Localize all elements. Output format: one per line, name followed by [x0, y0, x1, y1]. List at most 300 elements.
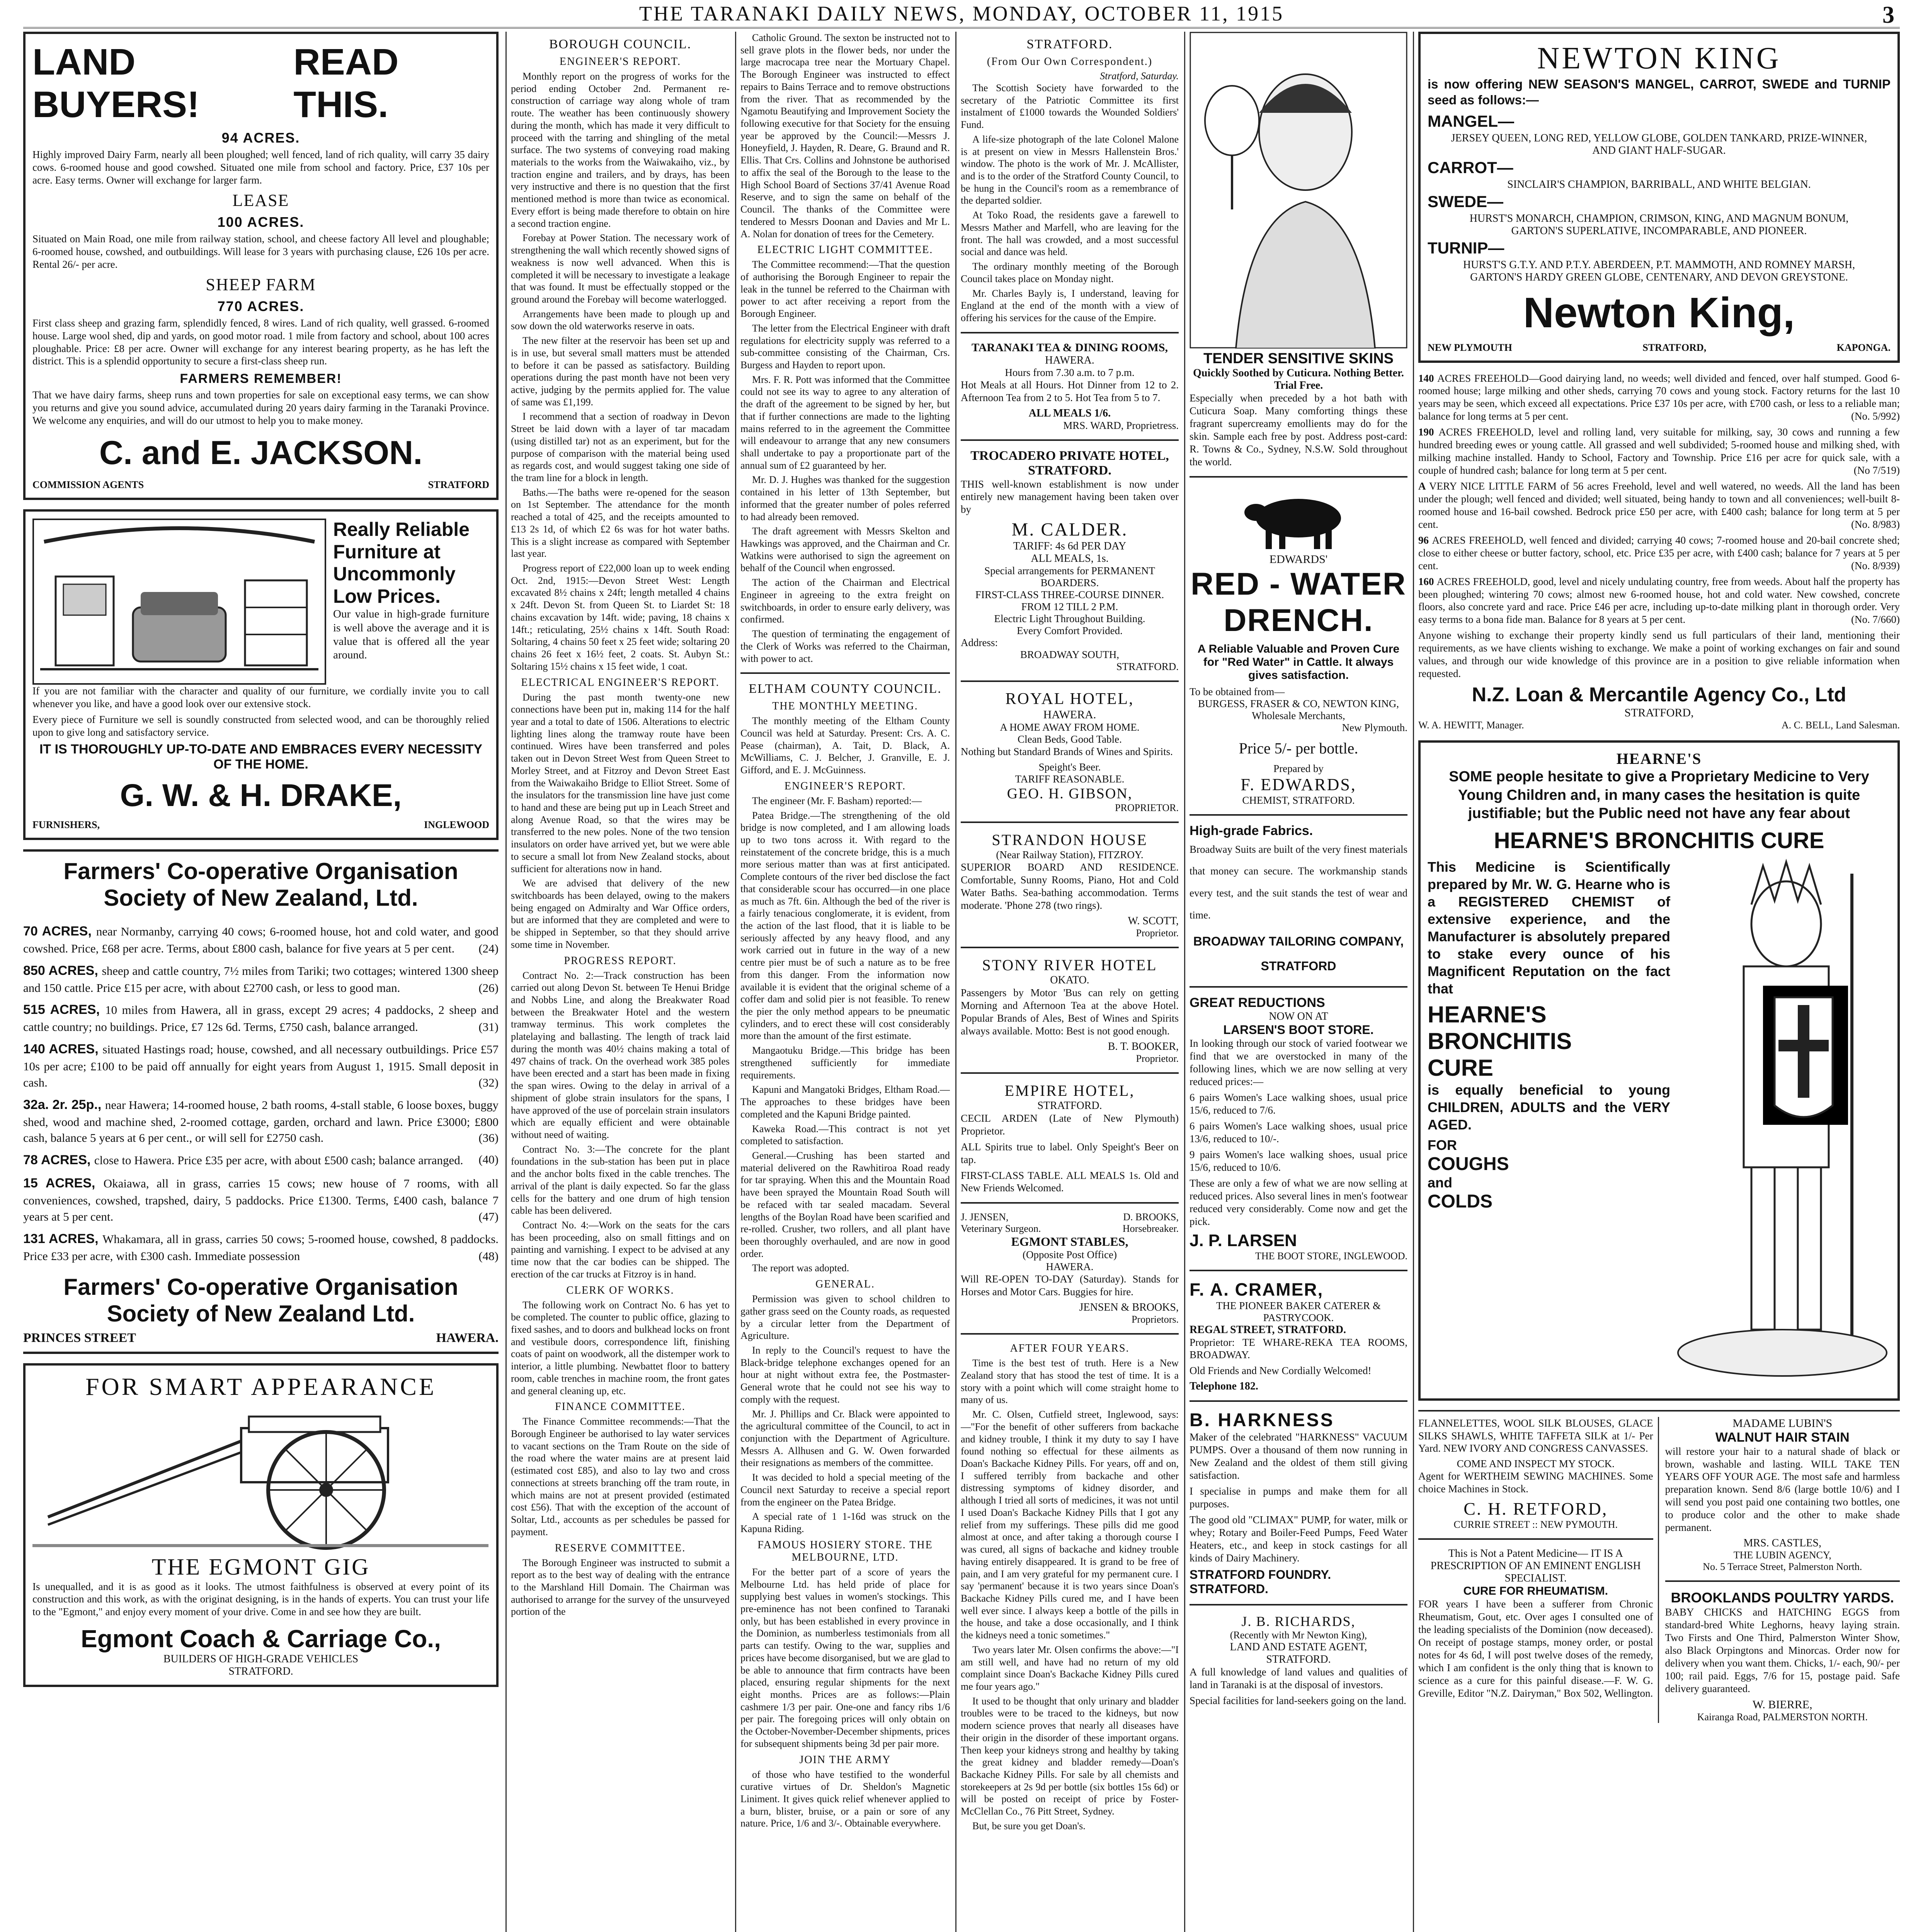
listing-ref: (No. 7/660) — [1851, 614, 1900, 626]
ad-retford — [1418, 1417, 1659, 1723]
listing-acreage: 96 — [1418, 534, 1432, 546]
ad-text: Passengers by Motor 'Bus can rely on getting Morning and Afternoon Tea at the above Hotel. Popular Brands of Ales, Best of Wines and Spirits always available. Motto: Best is not good enough. — [961, 987, 1179, 1037]
ad-text: Highly improved Dairy Farm, nearly all been ploughed; well fenced, land of rich quality, will carry 35 dairy cows. 6-roomed house and good cowshed. Situated one mile from school and factory. Price, £37 10s per acre. Easy terms. Owner will exchange for larger farm. — [32, 149, 489, 186]
article-paragraph: The letter from the Electrical Engineer with draft regulations for electricity supply was referred to a sub-committee consisting of the Chairman, Crs. Burgess and Hayden to report upon. — [740, 322, 950, 371]
listing-ref: (26) — [478, 981, 499, 995]
ad-text: A full knowledge of land values and qualities of land in Taranaki is at the disposal of investors. — [1190, 1666, 1407, 1690]
ad-text: Agent for WERTHEIM SEWING MACHINES. Some choice Machines in Stock. — [1418, 1470, 1653, 1495]
ad-text: HURST'S MONARCH, CHAMPION, CRIMSON, KING, AND MAGNUM BONUM, GARTON'S SUPERLATIVE, INCOMPARABLE, AND PIONEER. — [1469, 212, 1849, 237]
listing-text: 10 miles from Hawera, all in grass, except 29 acres; 4 paddocks, 2 sheep and cattle country; no buildings. Price, £7 12s 6d. Terms, £750 cash, balance arranged. — [23, 1003, 499, 1034]
listing-text: ACRES FREEHOLD, good, level and nicely undulating country, free from weeds. About half the property has been ploughed; wintering 70 cows; almost new 6-roomed house, hot and cold water. New cowshed, concrete floors, also concrete yard and race. Price £46 per acre, including up-to-date milking plant in thorough order. Very easy terms to a bona fide man. Balance for 8 years at 5 per cent. — [1418, 575, 1900, 626]
ad-headline: BRONCHITIS — [1428, 1028, 1572, 1054]
article-subhead: CLERK OF WORKS. — [566, 1284, 674, 1296]
farm-listing — [1418, 426, 1900, 477]
ad-footer-left: PRINCES STREET — [23, 1330, 136, 1345]
article-paragraph: Permission was given to school children to gather grass seed on the County roads, as requested by a circular letter from the Department of Agriculture. — [740, 1293, 950, 1342]
farm-listing — [23, 1041, 499, 1091]
ad-text: A Reliable Valuable and Proven Cure for "Red Water" in Cattle. It always gives satisfaction. — [1197, 642, 1400, 682]
ad-footer: Kairanga Road, PALMERSTON NORTH. — [1697, 1711, 1868, 1723]
ad-subhead: THE EGMONT GIG — [151, 1554, 370, 1580]
ad-text: ALL Spirits true to label. Only Speight's Beer on tap. — [961, 1141, 1179, 1165]
listing-text: ACRES FREEHOLD, well fenced and divided; carrying 40 cows; 7-roomed house and 20-bail concrete shed; close to either cheese or butter factory, school, etc. Price £35 per acre, with £400 cash; balance for 7 years at 5 per cent. — [1418, 534, 1900, 571]
advertiser-name: GEO. H. GIBSON, — [1007, 786, 1133, 802]
article-paragraph: The new filter at the reservoir has been set up and is in use, but several small matters must be attended to before it can be passed as satisfactory. Building operations during the past month have not been very active, judging by the permits applied for. The value of same was £1,199. — [511, 335, 730, 408]
listing-ref: (No. 5/992) — [1851, 410, 1900, 422]
listing-ref: (24) — [478, 941, 499, 955]
ad-text: Telephone 182. — [1190, 1380, 1258, 1393]
article-subhead: GENERAL. — [815, 1278, 875, 1291]
listing-acreage: 131 ACRES, — [23, 1231, 103, 1246]
ad-text: REGAL STREET, STRATFORD. — [1190, 1323, 1346, 1336]
article-body — [511, 70, 730, 673]
ad-headline: EGMONT STABLES, — [1011, 1235, 1128, 1249]
article-subhead: (From Our Own Correspondent.) — [987, 56, 1153, 68]
ad-subhead: EDWARDS' — [1269, 553, 1328, 566]
knight-illustration — [1674, 858, 1891, 1391]
ad-subhead: LEASE — [232, 190, 289, 210]
article-paragraph: Mrs. F. R. Pott was informed that the Committee could not see its way to agree to any alteration of the draft of the agreement to be signed by her, but that if further connections are made to the lighting mains referred to in the agreement the Committee will endeavour to arrange that any new consumers shall undertake to pay a proportionate part of the annual sum of £2 guaranteed by her. — [740, 374, 950, 471]
ad-footer: BUILDERS OF HIGH-GRADE VEHICLES — [163, 1653, 359, 1665]
article-subhead: THE MONTHLY MEETING. — [772, 700, 918, 713]
ad-subhead: HAWERA. — [1043, 708, 1096, 721]
ad-footer: Proprietor. — [1136, 927, 1179, 939]
article-paragraph: Contract No. 3:—The concrete for the plant foundations in the sub-station has been put in place and the anchor bolts fixed in the cable trenches. The arrival of the plant is daily expected. So far the glass cells for the battery and one drum of high tension cable has been delivered. — [511, 1143, 730, 1216]
farm-listing — [1418, 480, 1900, 531]
article-paragraph: The Finance Committee recommends:—That the Borough Engineer be authorised to lay water services to vacant sections on the Tram Route on the side of the road where the water mains are at present laid (estimated cost £85), and also to lay two and cross connections at streets branching off the tram route, in which mains are not at present provided (estimated cost £56). That with the exception of the account of Soltar, Ltd., accounts as per schedules be passed for payment. — [511, 1416, 730, 1537]
ad-text: FIRST-CLASS THREE-COURSE DINNER. — [975, 589, 1164, 601]
ad-text: Proprietor: TE WHARE-REKA TEA ROOMS, BROADWAY. — [1190, 1336, 1407, 1361]
article-paragraph: I recommend that a section of roadway in Devon Street be laid down with a layer of tar macadam (using distilled tar) not as an experiment, but for the purpose of comparison with the material being used as regards cost, and would suggest taking one side of the tram line for a block in length. — [511, 411, 730, 483]
ad-text: Speight's Beer. — [1038, 761, 1101, 773]
article-subhead: PROGRESS REPORT. — [564, 954, 677, 967]
ad-text: THIS well-known establishment is now under entirely new management having been taken over by — [961, 478, 1179, 515]
article-paragraph: Mr. C. Olsen, Cutfield street, Inglewood, says:—"For the benefit of other sufferers from backache and kidney trouble, I think it my duty to say I have found nothing so effectual for these ailments as Doan's Backache Kidney Pills. For years, off and on, I suffered terribly from backache and other distressing symptoms of kidney disorder, and although I tried all sorts of medicines, it was not until I used Doan's Backache Kidney Pills that I got any relief from my sufferings. These pills did me good almost at once, and after taking a thorough course I was cured, all signs of backache and kidney trouble having entirely disappeared. It is grand to be free of pain, and I am very grateful for my permanent cure. I say 'permanent' because it is two years since Doan's Backache Kidney Pills cured me, and I have been well ever since. I always keep a bottle of the pills in the house, and take a dose occasionally, and I think the kidneys need a tonic sometimes." — [961, 1409, 1179, 1641]
ad-text: and — [1428, 1174, 1453, 1190]
article-paragraph: The Scottish Society have forwarded to the secretary of the Patriotic Committee its first instalment of £1000 towards the Wounded Soldiers' Fund. — [961, 82, 1179, 131]
listing-acreage: 78 ACRES, — [23, 1153, 94, 1168]
listing-text: ACRES FREEHOLD—Good dairying land, no weeds; well divided and fenced, over half stumped. Good 6-roomed house; large milking and other sheds, carrying 70 cows and young stock. Factory returns for the last 10 years may be seen, which exceed all expectations. Price £37 10s per acre, with £700 cash, or less to a reliable man; balance for long terms at 5 per cent. — [1418, 372, 1900, 422]
ad-text: HAWERA. — [1046, 1261, 1094, 1273]
ad-headline: STRANDON HOUSE — [992, 831, 1148, 849]
ad-text: The good old "CLIMAX" PUMP, for water, milk or whey; Rotary and Boiler-Feed Pumps, Feed Water Heaters, etc., and keep in stock castings for all kinds of Dairy Machinery. — [1190, 1514, 1407, 1564]
ad-text: Will RE-OPEN TO-DAY (Saturday). Stands for Horses and Motor Cars. Buggies for hire. — [961, 1273, 1179, 1298]
article-paragraph: Contract No. 2:—Track construction has been carried out along Devon St. between Te Henui Bridge and Nobbs Line, and along the Breakwater Road between the Breakwater Hotel and the western tramway terminus. This work completes the platelaying and ballasting. The length of track laid during the month was 40½ chains making a total of 497 chains of track. On the overhead work 385 poles have been erected and a start has been made in fixing the span wires. Owing to the delay in arrival of a shipment of globe strain insulators for the spans, I have approved of the use of porcelain strain insulators which are equally efficient and were obtainable without need of waiting. — [511, 969, 730, 1140]
list-item: 6 pairs Women's Lace walking shoes, usual price 15/6, reduced to 7/6. — [1190, 1092, 1407, 1116]
ad-headline: STONY RIVER HOTEL — [982, 956, 1157, 974]
ad-text: Electric Light Throughout Building. — [994, 613, 1145, 625]
farm-listing — [23, 923, 499, 957]
ad-footer-right: INGLEWOOD — [424, 819, 489, 830]
ad-text: is equally beneficial to young CHILDREN, ADULTS and the VERY AGED. — [1428, 1082, 1670, 1133]
farm-listing — [23, 962, 499, 996]
ad-footer-left: COMMISSION AGENTS — [32, 479, 144, 491]
article-paragraph: Mr. Charles Bayly is, I understand, leaving for England at the end of the month with a view of offering his services for the cause of the Empire. — [961, 287, 1179, 323]
ad-subhead: CARROT— — [1428, 158, 1513, 177]
article-paragraph: Contract No. 4:—Work on the seats for the cars has been proceeding, also on small fittings and on painting and varnishing. I expect to be advised at any time now that the car bodies can be shipped. The erection of the car trucks at Fitzroy is in hand. — [511, 1219, 730, 1280]
ad-headline: Society of New Zealand Ltd. — [107, 1300, 415, 1327]
ad-text: I specialise in pumps and make them for all purposes. — [1190, 1485, 1407, 1510]
advertiser-name: MRS. CASTLES, — [1743, 1537, 1821, 1549]
ad-footer-mid: STRATFORD, — [1642, 342, 1707, 353]
listing-acreage: 140 — [1418, 372, 1438, 384]
column-5 — [1190, 32, 1407, 1932]
article-paragraph: But, be sure you get Doan's. — [972, 1820, 1086, 1832]
ad-footer: CURRIE STREET :: NEW PYMOUTH. — [1453, 1519, 1618, 1531]
listing-acreage: 190 — [1418, 426, 1439, 438]
article-paragraph: The report was adopted. — [752, 1262, 849, 1274]
ad-text: Old Friends and New Cordially Welcomed! — [1190, 1365, 1372, 1377]
column-6 — [1418, 32, 1900, 1932]
ad-text: Every Comfort Provided. — [1017, 625, 1123, 637]
ad-headline: RED - WATER — [1190, 566, 1406, 602]
ad-text: is now offering NEW SEASON'S MANGEL, CARROT, SWEDE and TURNIP seed as follows:— — [1428, 77, 1891, 107]
ad-text: CECIL ARDEN (Late of New Plymouth) Proprietor. — [961, 1112, 1179, 1137]
ad-text: That we have dairy farms, sheep runs and town properties for sale on exceptional easy terms, we can show you returns and give you sound advice, accumulated during 20 years dairy farming in the Taranaki Province. We welcome any enquiries, and will do our utmost to help you to make money. — [32, 389, 489, 427]
ad-subhead: 770 ACRES. — [217, 298, 305, 314]
ad-footer-left: W. A. HEWITT, Manager. — [1418, 719, 1524, 731]
ad-footer: Proprietor. — [1136, 1053, 1179, 1064]
article-headline: ELTHAM COUNTY COUNCIL. — [749, 682, 942, 696]
column-rule — [1413, 32, 1414, 1932]
ad-text: BURGESS, FRASER & CO, NEWTON KING, — [1198, 697, 1399, 709]
ad-subhead: 94 ACRES. — [221, 130, 300, 146]
advertiser-name: N.Z. Loan & Mercantile Agency Co., Ltd — [1472, 684, 1846, 706]
ad-headline: BROOKLANDS POULTRY YARDS. — [1671, 1590, 1894, 1606]
article-headline: STRATFORD. — [1026, 37, 1113, 51]
ad-text: Horsebreaker. — [1122, 1223, 1179, 1235]
ad-text: THE LUBIN AGENCY, — [1733, 1549, 1831, 1561]
ad-headline: TENDER SENSITIVE SKINS — [1203, 350, 1394, 367]
article-dateline: Stratford, Saturday. — [1100, 70, 1179, 82]
article-paragraph: Two years later Mr. Olsen confirms the above:—"I am still well, and have had no return of my old complaint since Doan's Backache Kidney Pills cured me four years ago." — [961, 1644, 1179, 1692]
ad-text: TARIFF: 4s 6d PER DAY — [1013, 540, 1127, 553]
ad-headline: NEWTON KING — [1537, 41, 1781, 75]
ad-headline: WALNUT HAIR STAIN — [1715, 1430, 1850, 1445]
ad-egmont-gig — [23, 1363, 499, 1687]
article-paragraph: We are advised that delivery of the new switchboards has been delayed, owing to the makers being engaged on Admiralty and War Office orders, but are informed that they are completed and were to be shipped in September, so that they should arrive some time in November. — [511, 878, 730, 950]
ad-subhead: This is Not a Patent Medicine— IT IS A PRESCRIPTION OF AN EMINENT ENGLISH SPECIALIST. — [1430, 1548, 1641, 1585]
ad-subhead: NOW ON AT — [1269, 1010, 1328, 1023]
listing-text: situated Hastings road; house, cowshed, and all necessary outbuildings. Price £57 10s per acre; £100 to be paid off annually for eight years from August 1, 1915. Small deposit in cash. — [23, 1043, 499, 1089]
ad-text: Prepared by — [1273, 762, 1324, 774]
farm-listing-list — [1418, 372, 1900, 626]
farm-listing-list — [23, 923, 499, 1264]
article-subhead: RESERVE COMMITTEE. — [555, 1542, 686, 1554]
advertiser-name: BROADWAY TAILORING COMPANY, STRATFORD — [1193, 934, 1404, 973]
ad-text: Broadway Suits are built of the very finest materials that money can secure. The workmanship stands every test, and the suit stands the test of wear and time. — [1190, 843, 1407, 921]
ad-text: This Medicine is Scientifically prepared by Mr. W. G. Hearne who is a REGISTERED CHEMIST of extensive experience, and the Manufacturer is absolutely prepared to stake every ounce of his Magnificent Reputation on the fact that — [1428, 859, 1670, 997]
article-paragraph: For the better part of a score of years the Melbourne Ltd. has held pride of place for supplying best values in women's stockings. This pre-eminence has not been confined to Taranaki only, but has been established in every province in the Dominion, as numberless testimonials from all parts can testify. Owing to the war, supplies and prices have become disorganised, but we are glad to be able to announce that firm contracts have been placed, ensuring regular shipments for the next eight months. Prices are as follows:—Plain cashmere 1/3 per pair. One-one and fancy ribs 1/6 per pair. The foregoing prices will only obtain on the October-November-December shipments, prices for subsequent shipments being 3d per pair more. — [740, 1566, 950, 1749]
ad-headline: LAND BUYERS! — [32, 41, 200, 125]
ad-text: (Opposite Post Office) — [1023, 1249, 1117, 1261]
ad-jackson — [23, 32, 499, 500]
ad-subhead: OKATO. — [1050, 974, 1089, 986]
ad-footer: No. 5 Terrace Street, Palmerston North. — [1703, 1561, 1862, 1573]
article-paragraph: The following work on Contract No. 6 has yet to be completed. The counter to public office, glazing to fixed sashes, and to doors and bulkhead locks on front and vestibule doors, correspondence lift, finishing coats of paint on woodwork, all the distemper work to interior, a little plumbing. Newbattet floor to battery room, cable trenches in machine room, the front gates and general cleaning up, etc. — [511, 1299, 730, 1396]
listing-ref: (32) — [478, 1075, 499, 1089]
advertiser-name: Newton King, — [1523, 289, 1795, 337]
ad-headline: Really Reliable Furniture at Uncommonly Low Prices. — [333, 519, 470, 607]
column-2 — [511, 32, 730, 1932]
ad-subhead: HAWERA. — [1045, 354, 1094, 366]
ad-text: BROADWAY SOUTH, — [1020, 649, 1120, 661]
advertiser-name: C. and E. JACKSON. — [99, 434, 423, 472]
article-paragraph: The action of the Chairman and Electrical Engineer in agreeing to the extra freight on switchboards, in order to ensure early delivery, was confirmed. — [740, 577, 950, 625]
ad-headline: ROYAL HOTEL, — [1005, 690, 1134, 708]
article-subhead: FINANCE COMMITTEE. — [555, 1401, 686, 1413]
listing-text: near Normanby, carrying 40 cows; 6-roomed house, hot and cold water, and good cowshed. Price, £68 per acre. Terms, about £800 cash, balance for five years at 5 per cent. — [23, 924, 499, 955]
listing-text: sheep and cattle country, 7½ miles from Tariki; two cottages; wintered 1300 sheep and 150 cattle. Price £15 per acre, with about £2700 cash, or less to good man. — [23, 964, 499, 995]
ad-text: FLANNELETTES, WOOL SILK BLOUSES, GLACE SILKS SHAWLS, WHITE TAFFETA SILK at 1/- Per Yard. NEW IVORY AND CONGRESS CANVASSES. — [1418, 1417, 1653, 1454]
listing-ref: (48) — [478, 1249, 499, 1263]
ad-text: Hours from 7.30 a.m. to 7 p.m. — [1005, 366, 1135, 378]
ad-subhead: SHEEP FARM — [206, 275, 316, 294]
ad-subhead: TURNIP— — [1428, 238, 1504, 257]
ad-red-water-drench — [1190, 485, 1407, 806]
ad-trocadero — [961, 449, 1179, 673]
column-3 — [740, 32, 950, 1932]
ad-footer-right: A. C. BELL, Land Salesman. — [1781, 719, 1900, 731]
ad-footer: PROPRIETOR. — [1115, 802, 1179, 814]
farm-listing — [23, 1151, 499, 1169]
page-number: 3 — [1882, 2, 1896, 28]
article-paragraph: of those who have testified to the wonderful curative virtues of Dr. Sheldon's Magnetic Liniment. It gives quick relief whenever applied to a burn, blister, bruise, or a pain or sore of any nature. Price, 1/6 and 3/-. Obtainable everywhere. — [740, 1769, 950, 1829]
listing-acreage: 140 ACRES, — [23, 1042, 103, 1057]
ad-footer-right: KAPONGA. — [1836, 342, 1891, 353]
cow-illustration — [1241, 485, 1356, 551]
advertiser-name: M. CALDER. — [1011, 519, 1128, 540]
listing-text: close to Hawera. Price £35 per acre, with about £500 cash; balance arranged. — [94, 1153, 463, 1167]
ad-nz-loan — [1418, 372, 1900, 731]
ad-text: D. BROOKS, — [1123, 1211, 1179, 1223]
article-paragraph: Time is the best test of truth. Here is a New Zealand story that has stood the test of time. It is a story with a point which will come straight home to many of us. — [961, 1357, 1179, 1406]
ad-text: Maker of the celebrated "HARKNESS" VACUUM PUMPS. Over a thousand of them now running in New Zealand and the oldest of them still giving satisfaction. — [1190, 1431, 1407, 1481]
ad-text: Veterinary Surgeon. — [961, 1223, 1041, 1235]
ad-text: New Plymouth. — [1342, 721, 1407, 733]
advertiser-name: W. BIERRE, — [1752, 1698, 1812, 1711]
ad-footer-right: HAWERA. — [436, 1330, 499, 1345]
ad-footer: THE BOOT STORE, INGLEWOOD. — [1255, 1250, 1407, 1262]
article-paragraph: Progress report of £22,000 loan up to week ending Oct. 2nd, 1915:—Devon Street West: Length excavated 8½ chains x 24ft; length metalled 4 chains x 24ft. Devon St. from Queen St. to Liardet St: 18 chains excavation by 14ft. wide; paving, 18 chains x 14ft.; reticulating, 25½ chains x 14ft. South Road: Soltaring, 4 chains 50 feet x 25 feet wide; soltaring 20 chains 26 feet x 16½ feet, 2 coats. St. Aubyn St.: Soltaring 15½ chains x 15 feet wide, 1 coat. — [511, 563, 730, 672]
listing-acreage: 32a. 2r. 25p., — [23, 1097, 105, 1112]
advertiser-name: JENSEN & BROOKS, — [1079, 1301, 1179, 1314]
ad-lubin-and-poultry — [1665, 1417, 1900, 1723]
ad-headline: TROCADERO PRIVATE HOTEL, STRATFORD. — [970, 448, 1169, 478]
ad-headline: COLDS — [1428, 1191, 1492, 1212]
ad-text: Is unequalled, and it is as good as it looks. The utmost faithfulness is observed at every point of its construction and this work, as with the originat designing, is in the hands of experts. You can trust your life to the "Egmont," and enjoy every moment of your drive. Come in and see how they are built. — [32, 1580, 489, 1618]
article-paragraph: Kapuni and Mangatoki Bridges, Eltham Road.—The approaches to these bridges have been completed and the Kapuni Bridge painted. — [740, 1084, 950, 1120]
ad-subhead: FARMERS REMEMBER! — [180, 371, 342, 386]
ad-text: (Near Railway Station), FITZROY. — [996, 849, 1144, 861]
article-paragraph: Baths.—The baths were re-opened for the season on 1st September. The attendance for the month reached a total of 425, and the receipts amounted to £13 2s 1d, of which £2 6s was for hot water baths. This is a slight increase as compared with September last year. — [511, 486, 730, 560]
ad-text: ALL MEALS 1/6. — [1028, 407, 1111, 419]
article-paragraph: Mr. J. Phillips and Cr. Black were appointed to the agricultural committee of the Council, to act in conjunction with the Department of Agriculture. Messrs A. Allhusen and G. W. Owen forwarded their resignations as members of the committee. — [740, 1408, 950, 1469]
ad-subhead: LARSEN'S BOOT STORE. — [1223, 1023, 1374, 1037]
listing-ref: (36) — [478, 1131, 499, 1145]
article-paragraph: The Committee recommend:—That the question of authorising the Borough Engineer to repair the leak in the tunnel be referred to the Chairman with power to act after receiving a report from the Borough Engineer. — [740, 259, 950, 320]
ad-text: FOR — [1428, 1137, 1457, 1153]
ad-subhead: SWEDE— — [1428, 192, 1504, 211]
listing-ref: (No. 8/983) — [1851, 518, 1900, 530]
listing-acreage: 515 ACRES, — [23, 1002, 106, 1017]
ad-text: Every piece of Furniture we sell is soundly constructed from selected wood, and can be thoroughly relied upon to give long and satisfactory service. — [32, 714, 489, 738]
ad-text: In looking through our stock of varied footwear we find that we are overstocked in many of the following lines, which we are now selling at very reduced prices:— — [1190, 1037, 1407, 1088]
ad-text: These are only a few of what we are now selling at reduced prices. Also several lines in men's footwear reduced very considerably. Come now and get the pick. — [1190, 1177, 1407, 1227]
ad-headline: EMPIRE HOTEL, — [1004, 1082, 1135, 1099]
article-paragraph: During the past month twenty-one new connections have been put in, making 114 for the half year and a total to date of 1506. Alterations to electric lighting lines along the tramway route have been continued. Wires have been transferred and poles taken out in Devon Street West from Queen Street to Morley Street, and at Fitzroy and Devon Street East from the Waiwakaiho Bridge to Elliot Street. Some of the insulators for the transmission line have just come to hand and these are being put up in Leach Street and along Avenue Road, so that the wires may be transferred to the new poles. None of the two tension insulators on order have arrived yet, but we were able to secure a small lot from New Zealand stocks, about sufficient for alterations now in hand. — [511, 691, 730, 874]
article-paragraph: A life-size photograph of the late Colonel Malone is at present on view in Messrs Hallenstein Bros.' window. The photo is the work of Mr. J. McAllister, and is to the order of the Stratford County Council, to be hung in the Council's room as a remembrance of the departed soldier. — [961, 133, 1179, 206]
advertiser-name: Egmont Coach & Carriage Co., — [81, 1625, 441, 1653]
farm-listing — [23, 1001, 499, 1035]
ad-footer: CHEMIST, STRATFORD. — [1242, 794, 1355, 806]
ad-text: If you are not familiar with the character and quality of our furniture, we cordially invite you to call whenever you like, and have a good look over our extensive stock. — [32, 685, 489, 710]
article-paragraph: Patea Bridge.—The strengthening of the old bridge is now completed, and I am allowing loads up to two tons across it. With regard to the reinstatement of the concrete bridge, this is a much more serious matter than was at first anticipated. Complete contours of the river bed disclose the fact that considerable scour has occurred—in one place as much as 7ft. 6in. Although the bed of the river is a fairly tenacious conglomerate, it is evident, from the action of the last flood, that it is liable to be seriously affected by any heavy flood, and any work carried out in future in the way of a new centre pier must be of such a nature as to be free from this danger. From the information now available it is evident that the original scheme of a coffer dam and solid pier is not feasible. To renew the pier the only method appears to be pneumatic cylinders, and to erect these will cost considerably more than the amount of the first estimate. — [740, 810, 950, 1042]
article-paragraph: Arrangements have been made to plough up and sow down the old waterworks reserve in oats. — [511, 308, 730, 332]
bottom-ads-row — [1418, 1410, 1900, 1723]
ad-strandon-house — [961, 831, 1179, 939]
ad-text: SUPERIOR BOARD AND RESIDENCE. Comfortable, Sunny Rooms, Piano, Hot and Cold Water Baths. Sea-bathing accommodation. Terms moderate. 'Phone 278 (two rings). — [961, 861, 1179, 912]
ad-text: SOME people hesitate to give a Proprietary Medicine to Very Young Children and, in many cases the hesitation is quite justifiable; but the Public need not have any fear about — [1449, 769, 1869, 822]
article-paragraph: Mr. D. J. Hughes was thanked for the suggestion contained in his letter of 13th September, but informed that the greater number of poles referred to had already been removed. — [740, 474, 950, 522]
ad-text: Anyone wishing to exchange their property kindly send us full particulars of their land, mentioning their requirements, as we have clients wishing to exchange. We make a point of working exchanges on fair and sound values, and through our wide knowledge of this province are in a position to give reliable information when requested. — [1418, 629, 1900, 680]
ad-text: (Recently with Mr Newton King), — [1230, 1629, 1367, 1641]
ad-headline: HEARNE'S — [1428, 1001, 1547, 1027]
ad-headline: Farmers' Co-operative Organisation — [63, 1274, 458, 1300]
ad-subhead: MANGEL— — [1428, 112, 1514, 130]
ad-text: LAND AND ESTATE AGENT, — [1230, 1641, 1367, 1653]
article-paragraph: Mangaotuku Bridge.—This bridge has been strengthened sufficiently for immediate requirements. — [740, 1045, 950, 1081]
article-subhead: ENGINEER'S REPORT. — [784, 780, 906, 792]
advertiser-name: F. A. CRAMER, — [1190, 1279, 1324, 1299]
article-paragraph: A special rate of 1 1-16d was struck on the Kapuna Riding. — [740, 1511, 950, 1535]
masthead — [23, 0, 1900, 29]
ad-text: SINCLAIR'S CHAMPION, BARRIBALL, AND WHITE BELGIAN. — [1507, 178, 1811, 190]
advertiser-name: W. SCOTT, — [1128, 915, 1179, 927]
ad-headline: Farmers' Co-operative Organisation — [63, 858, 458, 884]
column-rule — [955, 32, 956, 1932]
ad-footer-left: NEW PLYMOUTH — [1428, 342, 1512, 353]
column-rule — [1184, 32, 1185, 1932]
ad-text: HURST'S G.T.Y. AND P.T.Y. ABERDEEN, P.T. MAMMOTH, AND ROMNEY MARSH, GARTON'S HARDY GREEN GLOBE, CENTENARY, AND DEVON GREYSTONE. — [1463, 259, 1855, 283]
ad-headline: GREAT REDUCTIONS — [1190, 995, 1325, 1010]
ad-larsen-boots — [1190, 995, 1407, 1262]
listing-text: Whakamara, all in grass, carries 50 cows; 5-roomed house, cowshed, 8 paddocks. Price £33 per acre, with £300 cash. Immediate possession — [23, 1232, 499, 1263]
listing-text: VERY NICE LITTLE FARM of 56 acres Freehold, level and well watered, no weeds. All the land has been under the plough; well fenced and divided; well situated, being handy to town and all conveniences; well-built 8-roomed house and 16-bail cowshed. Bedrock price £50 per acre, with £400 cash; balance for long term at 5 per cent. — [1418, 480, 1900, 530]
advertiser-name: G. W. & H. DRAKE, — [120, 777, 402, 813]
gig-illustration — [32, 1401, 488, 1552]
ad-royal-hotel — [961, 690, 1179, 814]
ad-footer: STRATFORD. — [228, 1665, 293, 1678]
ad-text: To be obtained from— — [1190, 685, 1285, 697]
listing-ref: (31) — [478, 1020, 499, 1034]
article-paragraph: The Borough Engineer was instructed to submit a report as to the best way of dealing with the entrance to the Marshland Hill Domain. The Chairman was authorised to arrange for the survey of the unsurveyed portion of the — [511, 1557, 730, 1617]
ad-subhead: STRATFORD. — [1037, 1099, 1102, 1112]
ad-headline: DRENCH. — [1224, 602, 1373, 638]
listing-acreage: 160 — [1418, 575, 1437, 587]
listing-ref: (No 7/519) — [1853, 464, 1900, 476]
woman-portrait-illustration — [1190, 32, 1407, 349]
ad-cuticura — [1190, 32, 1407, 468]
article-paragraph: General.—Crushing has been started and material delivered on the Rawhitiroa Road ready for tar spraying. When this and the Mountain Road have been sprayed the Mountain Road South will be refaced with tar sealed macadam. Several lengths of the Boylan Road have been scarified and re-rolled. Crusher, two rollers, and all plant have been thoroughly overhauled, and are now in good order. — [740, 1150, 950, 1259]
article-paragraph: Monthly report on the progress of works for the period ending October 2nd. Permanent re-construction of carriage way along whole of tram route. The weather has been continuously showery during the month, which has made it very difficult to proceed with the tarring and shingling of the metal surface. The two systems of conveying road making materials to the works from the Waiwakaiho, viz., by traction engine and trailers, and by drays, has been very instructive and there is no question that the first mentioned method is more than twice as economical. Every effort is being made therefore to obtain on hire a second traction engine. — [511, 71, 730, 229]
ad-footer: STRATFORD FOUNDRY. STRATFORD. — [1190, 1567, 1331, 1596]
ad-text: J. JENSEN, — [961, 1211, 1009, 1223]
ad-footer-right: STRATFORD — [428, 479, 489, 491]
article-headline: BOROUGH COUNCIL. — [549, 37, 692, 51]
ad-text: TARIFF REASONABLE. — [1015, 773, 1125, 785]
advertiser-name: B. HARKNESS — [1190, 1410, 1334, 1431]
listing-text: near Hawera; 14-roomed house, 2 bath rooms, 4-stall stable, 6 loose boxes, buggy shed, wood and machine shed, 2-roomed cottage, garden, orchard and lawn. Price £3000; £800 cash, balance 5 years at 6 per cent., or will sell for £2750 cash. — [23, 1098, 499, 1145]
ad-stony-river-hotel — [961, 956, 1179, 1065]
column-1 — [23, 32, 499, 1932]
ad-text: Special facilities for land-seekers going on the land. — [1190, 1694, 1406, 1706]
list-item: 9 pairs Women's lace walking shoes, usual price 15/6, reduced to 10/6. — [1190, 1148, 1407, 1173]
listing-ref: (40) — [478, 1153, 499, 1167]
ad-text: STRATFORD. — [1116, 661, 1179, 673]
article-subhead: AFTER FOUR YEARS. — [1010, 1342, 1130, 1355]
ad-headline: Society of New Zealand, Ltd. — [104, 884, 418, 911]
ad-text: FOR years I have been a sufferer from Chronic Rheumatism, Gout, etc. Over ages I consulted one of the leading specialists of the Dominion (now deceased). On receipt of postage stamps, money order, or postal notes for 4s 6d, I will post twelve doses of the remedy, which I am confident is the only thing that is known to science as a cure for this painful disease.—F. W. G. Greville, Editor "N.Z. Dairyman," Box 502, Wellington. — [1418, 1598, 1653, 1699]
listing-text: Okaiawa, all in grass, carries 15 cows; new house of 7 rooms, with all conveniences, cowshed, trapshed, dairy, 5 paddocks. Price £1300. Terms, £400 cash, balance 7 years at 5 per cent. — [23, 1177, 499, 1223]
article-subhead: ELECTRIC LIGHT COMMITTEE. — [757, 244, 933, 256]
masthead-title: THE TARANAKI DAILY NEWS, MONDAY, OCTOBER 11, 1915 — [639, 2, 1284, 25]
listing-acreage: A — [1418, 480, 1429, 492]
article-subhead: ENGINEER'S REPORT. — [559, 56, 681, 68]
column-rule — [735, 32, 736, 1932]
advertiser-name: J. P. LARSEN — [1190, 1231, 1297, 1250]
article-paragraph: The draft agreement with Messrs Skelton and Hawkings was approved, and the Chairman and Cr. Watkins were authorised to sign the agreement on behalf of the Council when engrossed. — [740, 526, 950, 574]
article-paragraph: Forebay at Power Station. The necessary work of strengthening the wall which recently showed signs of weakness is now well advanced. When this is completed it will be necessary to investigate a leakage that was found. It must be effectually stopped or the ground around the Forebay will become waterlogged. — [511, 232, 730, 305]
ad-richards-land — [1190, 1613, 1407, 1707]
ad-subhead: THE PIONEER BAKER CATERER & PASTRYCOOK. — [1216, 1299, 1381, 1323]
ad-text: JERSEY QUEEN, LONG RED, YELLOW GLOBE, GOLDEN TANKARD, PRIZE-WINNER, AND GIANT HALF-SUGAR. — [1451, 132, 1867, 156]
article-paragraph: At Toko Road, the residents gave a farewell to Messrs Mather and Marfell, who are leaving for the front. The hall was crowded, and a most successful social and dance was held. — [961, 209, 1179, 258]
column-4 — [961, 32, 1179, 1932]
list-item: 6 pairs Women's Lace walking shoes, usual price 13/6, reduced to 10/-. — [1190, 1120, 1407, 1145]
ad-text: will restore your hair to a natural shade of black or brown, washable and lasting. WILL TAKE TEN YEARS OFF YOUR AGE. The most safe and harmless preparation known. Send 8/6 (large bottle 10/6) and I will send you post paid one containing two bottles, one to produce color and the other to make shade permanent. — [1665, 1445, 1900, 1534]
ad-headline: FOR SMART APPEARANCE — [85, 1372, 437, 1400]
ad-text: Hot Meals at all Hours. Hot Dinner from 12 to 2. Afternoon Tea from 2 to 5. Hot Tea from 5 to 7. — [961, 379, 1179, 403]
farm-listing — [1418, 372, 1900, 423]
article-paragraph: Kaweka Road.—This contract is not yet completed to satisfaction. — [740, 1123, 950, 1147]
ad-subhead: MADAME LUBIN'S — [1732, 1417, 1833, 1430]
ad-text: Especially when preceded by a hot bath with Cuticura Soap. Many comforting things these fragrant supercreamy emollients may do for the skin. Sample each free by post. Address post-card: R. Towns & Co., Sydney, N.S.W. Sold throughout the world. — [1190, 392, 1407, 468]
ad-footer: Proprietors. — [1131, 1314, 1179, 1325]
ad-headline: HEARNE'S BRONCHITIS CURE — [1494, 828, 1824, 853]
advertiser-name: J. B. RICHARDS, — [1241, 1613, 1356, 1629]
article-paragraph: The question of terminating the engagement of the Clerk of Works was referred to the Chairman, with power to act. — [740, 628, 950, 664]
ad-subhead: Quickly Soothed by Cuticura. Nothing Better. Trial Free. — [1193, 367, 1404, 391]
ad-headline: High-grade Fabrics. — [1190, 823, 1313, 838]
ad-subhead: 100 ACRES. — [217, 214, 305, 230]
article-paragraph: The monthly meeting of the Eltham County Council was held at Saturday. Present: Crs. A. C. Pease (chairman), A. Tait, D. Black, A. McWilliams, C. J. Belcher, J. Granville, E. J. Gifford, and E. J. McGuinness. — [740, 715, 950, 776]
ad-farmers-coop — [23, 849, 499, 1354]
listing-acreage: 850 ACRES, — [23, 963, 102, 978]
ad-text: COME AND INSPECT MY STOCK. — [1457, 1458, 1615, 1470]
farm-listing — [23, 1175, 499, 1225]
article-paragraph: It was decided to hold a special meeting of the Council next Saturday to receive a special report from the engineer on the Patea Bridge. — [740, 1472, 950, 1508]
advertiser-name: B. T. BOOKER, — [1108, 1040, 1179, 1053]
ad-headline: READ THIS. — [293, 41, 399, 125]
article-paragraph: Catholic Ground. The sexton be instructed not to sell grave plots in the flower beds, nor under the large macrocapa tree near the Mortuary Chapel. The Borough Engineer was instructed to effect repairs to Bains Terrace and to remove obstructions from the river. That as recommended by the Ngamotu Beautifying and Improvement Society the following executive for that Society for the ensuing year be approved by the Council:—Messrs J. Honeyfield, J. Hayden, R. Deare, G. Braund and R. Ellis. That Crs. Collins and Johnstone be authorised to affix the seal of the Borough to the lease to the High School Board of Sections 37/41 Avenue Road Reserve, and to sign the same on behalf of the Council. The thanks of the Committee were tendered to Messrs Doonan and Davies and Mr L. A. Nolan for donation of trees for the Cemetery. — [740, 32, 950, 240]
ad-text: FROM 12 TILL 2 P.M. — [1021, 601, 1118, 613]
ad-empire-hotel — [961, 1082, 1179, 1195]
ad-footer: MRS. WARD, Proprietress. — [1063, 419, 1179, 431]
ad-cramer-baker — [1190, 1279, 1407, 1393]
ad-subhead: STRATFORD, — [1624, 706, 1694, 719]
ad-text: FIRST-CLASS TABLE. ALL MEALS 1s. Old and New Friends Welcomed. — [961, 1169, 1179, 1194]
ad-text: Special arrangements for PERMANENT BOARDERS. — [984, 565, 1155, 589]
